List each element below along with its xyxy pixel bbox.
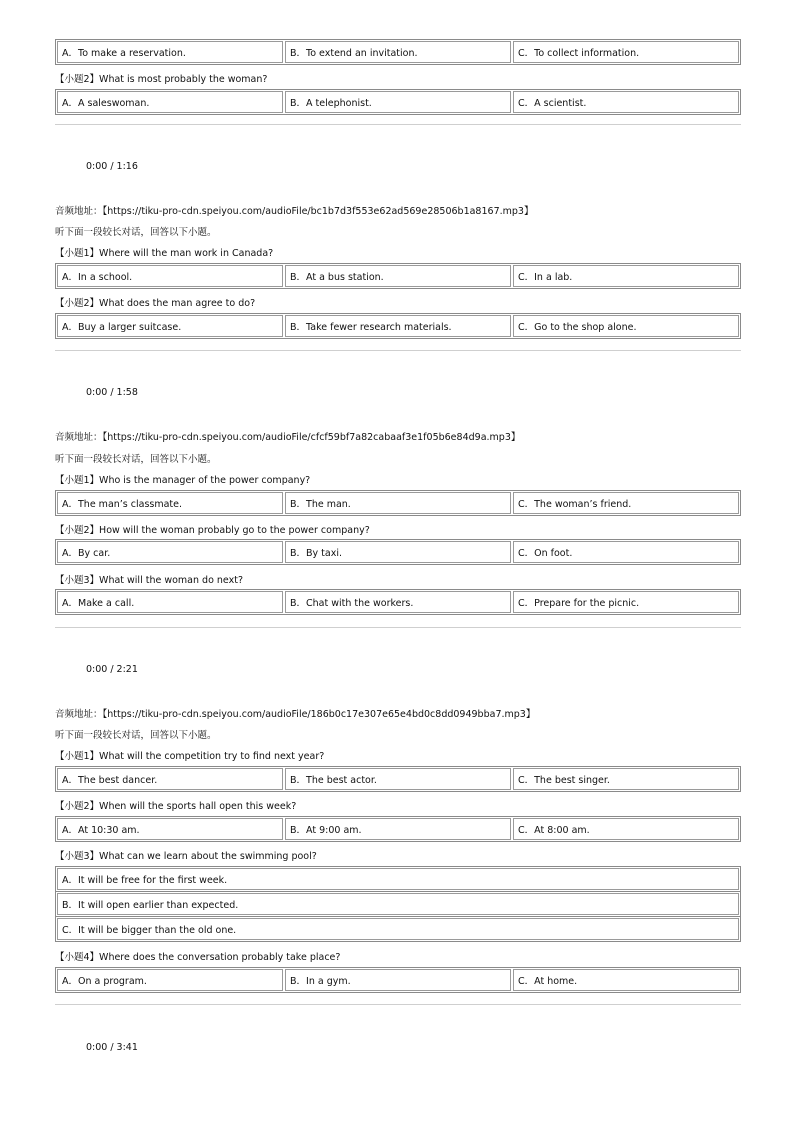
question-1 bbox=[55, 472, 310, 486]
question-2 bbox=[55, 798, 296, 812]
instruction: 听下面一段较长对话，回答以下小题。 bbox=[55, 730, 217, 741]
option-b[interactable]: B．Chat with the workers. bbox=[285, 591, 511, 613]
question-label: 【小题3】 bbox=[55, 851, 100, 862]
option-c[interactable]: C．Prepare for the picnic. bbox=[513, 591, 739, 613]
question-label: 【小题1】 bbox=[55, 248, 100, 259]
option-b[interactable]: B．The man. bbox=[285, 492, 511, 514]
option-a[interactable]: A．The man’s classmate. bbox=[57, 492, 283, 514]
section-divider bbox=[55, 1004, 741, 1005]
duration: 1:58 bbox=[116, 387, 138, 398]
question-label: 【小题2】 bbox=[55, 525, 100, 536]
question-text: Where does the conversation probably take place? bbox=[99, 952, 341, 963]
time-separator: / bbox=[110, 387, 114, 398]
current-time: 0:00 bbox=[86, 1042, 108, 1053]
option-c[interactable]: C．At 8:00 am. bbox=[513, 818, 739, 840]
options-row bbox=[55, 816, 741, 842]
option-c[interactable]: C．A scientist. bbox=[513, 91, 739, 113]
question-text: What is most probably the woman? bbox=[99, 74, 268, 85]
question-text: How will the woman probably go to the power company? bbox=[99, 525, 370, 536]
option-a[interactable]: A．At 10:30 am. bbox=[57, 818, 283, 840]
time-separator: / bbox=[110, 1042, 114, 1053]
option-b[interactable]: B．The best actor. bbox=[285, 768, 511, 790]
question-label: 【小题4】 bbox=[55, 952, 100, 963]
options-row bbox=[55, 967, 741, 993]
top-question-2 bbox=[55, 71, 267, 85]
question-label: 【小题1】 bbox=[55, 475, 100, 486]
question-1 bbox=[55, 245, 273, 259]
question-label: 【小题1】 bbox=[55, 751, 100, 762]
option-a[interactable]: A．A saleswoman. bbox=[57, 91, 283, 113]
time-separator: / bbox=[110, 161, 114, 172]
option-a[interactable]: A．It will be free for the first week. bbox=[57, 868, 739, 890]
option-b[interactable]: B．It will open earlier than expected. bbox=[57, 893, 739, 915]
question-label: 【小题2】 bbox=[55, 74, 100, 85]
option-c[interactable]: C．At home. bbox=[513, 969, 739, 991]
option-b[interactable]: B．A telephonist. bbox=[285, 91, 511, 113]
top-q2-options-row bbox=[55, 89, 741, 115]
question-text: What can we learn about the swimming pool? bbox=[99, 851, 317, 862]
section-divider bbox=[55, 350, 741, 351]
audio-source-2 bbox=[55, 429, 520, 443]
options-row bbox=[55, 891, 741, 917]
audio-source-3 bbox=[55, 706, 535, 720]
option-b[interactable]: B．Take fewer research materials. bbox=[285, 315, 511, 337]
question-2 bbox=[55, 295, 255, 309]
option-a[interactable]: A．The best dancer. bbox=[57, 768, 283, 790]
source-label: 音频地址： bbox=[55, 709, 103, 720]
option-c[interactable]: C．Go to the shop alone. bbox=[513, 315, 739, 337]
instruction: 听下面一段较长对话，回答以下小题。 bbox=[55, 227, 217, 238]
question-3 bbox=[55, 572, 243, 586]
audio-player-2[interactable] bbox=[86, 387, 138, 398]
question-text: When will the sports hall open this week? bbox=[99, 801, 297, 812]
question-1 bbox=[55, 748, 324, 762]
source-url[interactable]: 【https://tiku-pro-cdn.speiyou.com/audioFile/bc1b7d3f553e62ad569e28506b1a8167.mp3】 bbox=[102, 206, 534, 217]
option-a[interactable]: A．To make a reservation. bbox=[57, 41, 283, 63]
option-c[interactable]: C．To collect information. bbox=[513, 41, 739, 63]
section-divider bbox=[55, 627, 741, 628]
option-b[interactable]: B．At 9:00 am. bbox=[285, 818, 511, 840]
option-a[interactable]: A．Make a call. bbox=[57, 591, 283, 613]
options-row bbox=[55, 313, 741, 339]
audio-source-1 bbox=[55, 203, 533, 217]
option-a[interactable]: A．Buy a larger suitcase. bbox=[57, 315, 283, 337]
question-text: What will the competition try to find next year? bbox=[99, 751, 325, 762]
duration: 2:21 bbox=[116, 664, 138, 675]
option-c[interactable]: C．The best singer. bbox=[513, 768, 739, 790]
audio-player-1[interactable] bbox=[86, 161, 138, 172]
question-text: What does the man agree to do? bbox=[99, 298, 256, 309]
question-4 bbox=[55, 949, 340, 963]
current-time: 0:00 bbox=[86, 161, 108, 172]
instruction: 听下面一段较长对话，回答以下小题。 bbox=[55, 454, 217, 465]
audio-player-4[interactable] bbox=[86, 1042, 138, 1053]
options-row bbox=[55, 263, 741, 289]
question-3 bbox=[55, 848, 317, 862]
option-b[interactable]: B．In a gym. bbox=[285, 969, 511, 991]
options-row bbox=[55, 490, 741, 516]
question-2 bbox=[55, 522, 370, 536]
question-text: Who is the manager of the power company? bbox=[99, 475, 311, 486]
question-text: What will the woman do next? bbox=[99, 575, 243, 586]
option-a[interactable]: A．On a program. bbox=[57, 969, 283, 991]
question-label: 【小题3】 bbox=[55, 575, 100, 586]
options-row bbox=[55, 766, 741, 792]
option-a[interactable]: A．In a school. bbox=[57, 265, 283, 287]
option-b[interactable]: B．By taxi. bbox=[285, 541, 511, 563]
option-c[interactable]: C．The woman’s friend. bbox=[513, 492, 739, 514]
option-c[interactable]: C．On foot. bbox=[513, 541, 739, 563]
option-a[interactable]: A．By car. bbox=[57, 541, 283, 563]
option-c[interactable]: C．It will be bigger than the old one. bbox=[57, 918, 739, 940]
time-separator: / bbox=[110, 664, 114, 675]
current-time: 0:00 bbox=[86, 387, 108, 398]
current-time: 0:00 bbox=[86, 664, 108, 675]
top-q1-options-row bbox=[55, 39, 741, 65]
options-row bbox=[55, 589, 741, 615]
section-divider bbox=[55, 124, 741, 125]
option-c[interactable]: C．In a lab. bbox=[513, 265, 739, 287]
source-url[interactable]: 【https://tiku-pro-cdn.speiyou.com/audioFile/cfcf59bf7a82cabaaf3e1f05b6e84d9a.mp3】 bbox=[102, 432, 521, 443]
options-row bbox=[55, 916, 741, 942]
options-row bbox=[55, 866, 741, 892]
question-label: 【小题2】 bbox=[55, 298, 100, 309]
option-b[interactable]: B．To extend an invitation. bbox=[285, 41, 511, 63]
audio-player-3[interactable] bbox=[86, 664, 138, 675]
source-label: 音频地址： bbox=[55, 206, 103, 217]
duration: 1:16 bbox=[116, 161, 138, 172]
source-url[interactable]: 【https://tiku-pro-cdn.speiyou.com/audioFile/186b0c17e307e65e4bd0c8dd0949bba7.mp3】 bbox=[102, 709, 536, 720]
option-b[interactable]: B．At a bus station. bbox=[285, 265, 511, 287]
options-row bbox=[55, 539, 741, 565]
source-label: 音频地址： bbox=[55, 432, 103, 443]
duration: 3:41 bbox=[116, 1042, 138, 1053]
question-label: 【小题2】 bbox=[55, 801, 100, 812]
question-text: Where will the man work in Canada? bbox=[99, 248, 274, 259]
